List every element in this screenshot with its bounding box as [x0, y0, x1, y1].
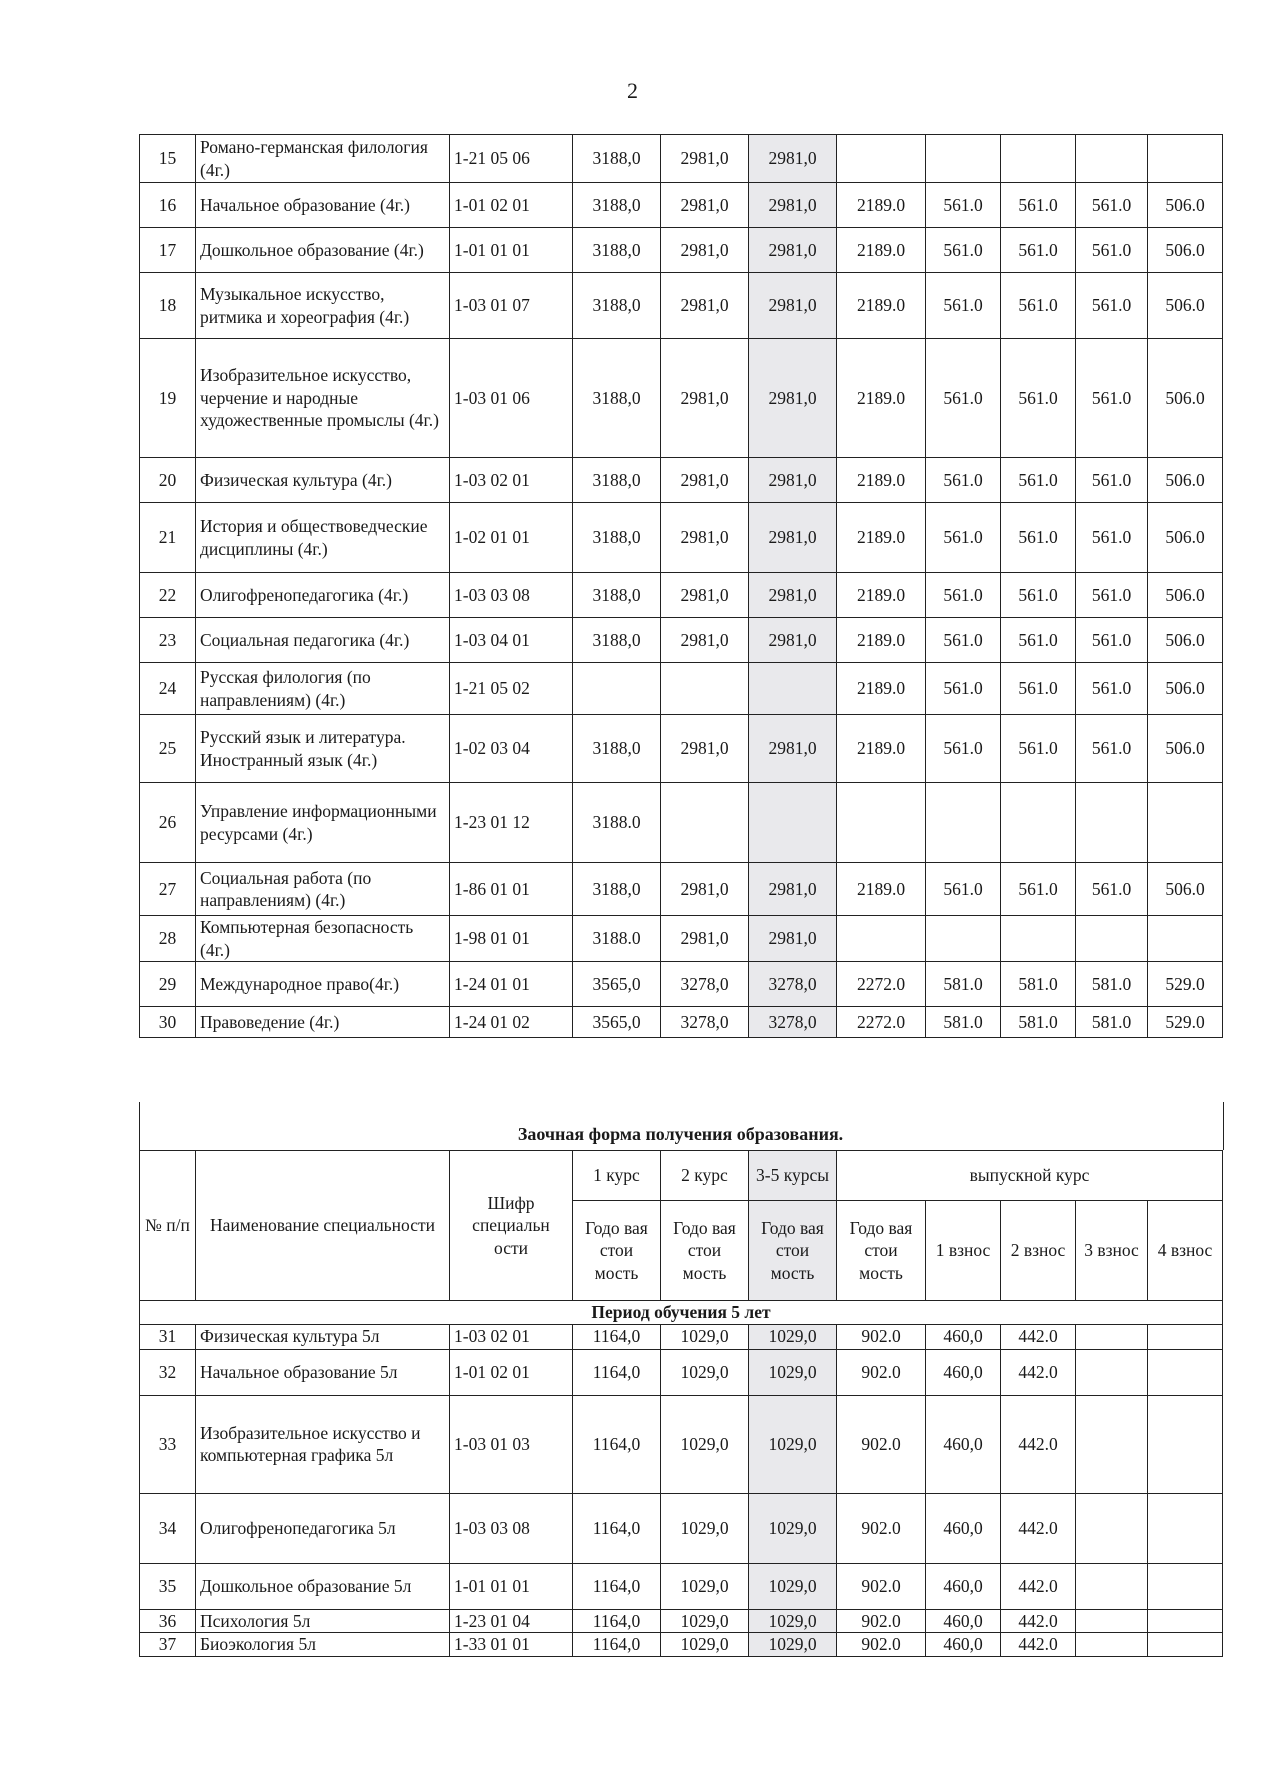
table-row: [140, 962, 1223, 1007]
value-cell: [1148, 1563, 1223, 1609]
row-number: 19: [140, 339, 196, 458]
value-cell: [1076, 916, 1148, 962]
value-cell: 529.0: [1148, 962, 1223, 1007]
value-cell: 561.0: [1001, 715, 1076, 783]
value-cell: 506.0: [1148, 183, 1223, 228]
value-cell: 1029,0: [749, 1324, 837, 1349]
table-row: [140, 1349, 1223, 1395]
value-cell: 2189.0: [837, 663, 926, 715]
value-cell: 2981,0: [749, 228, 837, 273]
value-cell: 561.0: [926, 183, 1001, 228]
value-cell: [926, 135, 1001, 183]
row-number: 22: [140, 573, 196, 618]
value-cell: 561.0: [1001, 663, 1076, 715]
value-cell: 2189.0: [837, 715, 926, 783]
value-cell: 506.0: [1148, 618, 1223, 663]
header-annual-4: Годо вая стои мость: [837, 1201, 926, 1301]
value-cell: 460,0: [926, 1633, 1001, 1657]
value-cell: 581.0: [1001, 962, 1076, 1007]
value-cell: 2189.0: [837, 503, 926, 573]
part-time-tuition-table: [139, 1150, 1223, 1657]
specialty-name: Социальная работа (по направлениям) (4г.): [196, 863, 450, 916]
table-row: [140, 1395, 1223, 1493]
value-cell: [1148, 1324, 1223, 1349]
value-cell: 561.0: [1001, 863, 1076, 916]
table-row: [140, 339, 1223, 458]
value-cell: 902.0: [837, 1324, 926, 1349]
value-cell: 506.0: [1148, 339, 1223, 458]
row-number: 18: [140, 273, 196, 339]
value-cell: 902.0: [837, 1609, 926, 1633]
value-cell: 2981,0: [749, 273, 837, 339]
value-cell: 561.0: [1076, 663, 1148, 715]
value-cell: 561.0: [926, 458, 1001, 503]
value-cell: 1164,0: [573, 1324, 661, 1349]
specialty-name: Музыкальное искусство, ритмика и хореография (4г.): [196, 273, 450, 339]
specialty-name: Социальная педагогика (4г.): [196, 618, 450, 663]
specialty-name: История и обществоведческие дисциплины (4г.): [196, 503, 450, 573]
value-cell: 3565,0: [573, 962, 661, 1007]
table-row: [140, 135, 1223, 183]
value-cell: [1076, 1563, 1148, 1609]
value-cell: 2981,0: [661, 339, 749, 458]
value-cell: 2981,0: [661, 618, 749, 663]
period-title: Период обучения 5 лет: [140, 1301, 1223, 1325]
value-cell: [573, 663, 661, 715]
header-installment-1: 1 взнос: [926, 1201, 1001, 1301]
value-cell: 460,0: [926, 1395, 1001, 1493]
row-number: 29: [140, 962, 196, 1007]
value-cell: 1029,0: [661, 1395, 749, 1493]
table-row: [140, 458, 1223, 503]
value-cell: [661, 663, 749, 715]
specialty-code: 1-03 01 06: [450, 339, 573, 458]
value-cell: 3278,0: [749, 962, 837, 1007]
specialty-name: Управление информационными ресурсами (4г.): [196, 783, 450, 863]
specialty-code: 1-01 01 01: [450, 228, 573, 273]
specialty-name: Изобразительное искусство, черчение и народные художественные промыслы (4г.): [196, 339, 450, 458]
header-annual-3: Годо вая стои мость: [749, 1201, 837, 1301]
value-cell: 3188,0: [573, 863, 661, 916]
value-cell: 1029,0: [749, 1633, 837, 1657]
value-cell: 1164,0: [573, 1633, 661, 1657]
value-cell: 2981,0: [749, 618, 837, 663]
value-cell: 2272.0: [837, 962, 926, 1007]
value-cell: 442.0: [1001, 1563, 1076, 1609]
value-cell: 561.0: [926, 273, 1001, 339]
value-cell: [1148, 1349, 1223, 1395]
value-cell: [1148, 1493, 1223, 1563]
row-number: 34: [140, 1493, 196, 1563]
value-cell: 561.0: [926, 663, 1001, 715]
row-number: 32: [140, 1349, 196, 1395]
table-row: [140, 1007, 1223, 1038]
value-cell: [1148, 1395, 1223, 1493]
value-cell: 581.0: [1076, 1007, 1148, 1038]
table-row: [140, 573, 1223, 618]
header-course-1: 1 курс: [573, 1151, 661, 1201]
specialty-name: Международное право(4г.): [196, 962, 450, 1007]
value-cell: 506.0: [1148, 663, 1223, 715]
specialty-name: Русская филология (по направлениям) (4г.): [196, 663, 450, 715]
value-cell: [661, 783, 749, 863]
value-cell: 581.0: [926, 962, 1001, 1007]
specialty-code: 1-03 01 07: [450, 273, 573, 339]
header-annual-2: Годо вая стои мость: [661, 1201, 749, 1301]
specialty-name: Правоведение (4г.): [196, 1007, 450, 1038]
value-cell: 1029,0: [661, 1324, 749, 1349]
value-cell: [1148, 783, 1223, 863]
specialty-code: 1-01 02 01: [450, 183, 573, 228]
value-cell: 2981,0: [661, 135, 749, 183]
value-cell: 2981,0: [749, 715, 837, 783]
value-cell: 3188,0: [573, 228, 661, 273]
specialty-code: 1-03 03 08: [450, 1493, 573, 1563]
value-cell: 3188,0: [573, 339, 661, 458]
value-cell: 460,0: [926, 1493, 1001, 1563]
value-cell: 1164,0: [573, 1349, 661, 1395]
specialty-code: 1-33 01 01: [450, 1633, 573, 1657]
specialty-code: 1-03 02 01: [450, 1324, 573, 1349]
value-cell: [1076, 135, 1148, 183]
value-cell: 529.0: [1148, 1007, 1223, 1038]
specialty-name: Олигофренопедагогика (4г.): [196, 573, 450, 618]
value-cell: 506.0: [1148, 715, 1223, 783]
value-cell: 2981,0: [661, 228, 749, 273]
value-cell: 1029,0: [749, 1395, 837, 1493]
value-cell: 561.0: [926, 228, 1001, 273]
value-cell: 506.0: [1148, 573, 1223, 618]
value-cell: 561.0: [1076, 715, 1148, 783]
value-cell: 2189.0: [837, 183, 926, 228]
value-cell: 442.0: [1001, 1609, 1076, 1633]
value-cell: 2981,0: [661, 503, 749, 573]
value-cell: 442.0: [1001, 1493, 1076, 1563]
value-cell: [837, 916, 926, 962]
value-cell: [926, 916, 1001, 962]
value-cell: 2189.0: [837, 618, 926, 663]
specialty-name: Романо-германская филология (4г.): [196, 135, 450, 183]
table-row: [140, 1563, 1223, 1609]
row-number: 23: [140, 618, 196, 663]
value-cell: 460,0: [926, 1324, 1001, 1349]
value-cell: [837, 783, 926, 863]
value-cell: [1076, 1493, 1148, 1563]
header-name: Наименование специальности: [196, 1151, 450, 1301]
specialty-code: 1-03 01 03: [450, 1395, 573, 1493]
value-cell: [1076, 783, 1148, 863]
value-cell: 561.0: [1076, 273, 1148, 339]
table-row: [140, 618, 1223, 663]
value-cell: [1148, 916, 1223, 962]
value-cell: 1029,0: [661, 1609, 749, 1633]
value-cell: 561.0: [1001, 339, 1076, 458]
value-cell: 3278,0: [661, 962, 749, 1007]
value-cell: 561.0: [926, 715, 1001, 783]
value-cell: 2981,0: [749, 573, 837, 618]
value-cell: 561.0: [1076, 458, 1148, 503]
specialty-name: Русский язык и литература. Иностранный язык (4г.): [196, 715, 450, 783]
value-cell: 442.0: [1001, 1324, 1076, 1349]
value-cell: 561.0: [926, 863, 1001, 916]
table-row: [140, 183, 1223, 228]
specialty-name: Дошкольное образование 5л: [196, 1563, 450, 1609]
value-cell: 3188,0: [573, 135, 661, 183]
header-installment-2: 2 взнос: [1001, 1201, 1076, 1301]
value-cell: 3188.0: [573, 783, 661, 863]
value-cell: 3188,0: [573, 618, 661, 663]
value-cell: 561.0: [1076, 503, 1148, 573]
value-cell: [1148, 1609, 1223, 1633]
value-cell: [1001, 783, 1076, 863]
specialty-code: 1-01 01 01: [450, 1563, 573, 1609]
value-cell: 1029,0: [749, 1609, 837, 1633]
value-cell: 902.0: [837, 1563, 926, 1609]
table-row: [140, 916, 1223, 962]
value-cell: [1148, 135, 1223, 183]
row-number: 24: [140, 663, 196, 715]
value-cell: 1164,0: [573, 1493, 661, 1563]
header-installment-4: 4 взнос: [1148, 1201, 1223, 1301]
table-row: [140, 1633, 1223, 1657]
value-cell: 2981,0: [661, 273, 749, 339]
specialty-code: 1-02 03 04: [450, 715, 573, 783]
header-course-3-5: 3-5 курсы: [749, 1151, 837, 1201]
value-cell: 506.0: [1148, 273, 1223, 339]
value-cell: [749, 663, 837, 715]
row-number: 28: [140, 916, 196, 962]
header-course-2: 2 курс: [661, 1151, 749, 1201]
value-cell: 2189.0: [837, 458, 926, 503]
value-cell: 3188,0: [573, 458, 661, 503]
specialty-code: 1-86 01 01: [450, 863, 573, 916]
value-cell: 561.0: [1076, 183, 1148, 228]
value-cell: 2981,0: [749, 183, 837, 228]
header-annual-1: Годо вая стои мость: [573, 1201, 661, 1301]
value-cell: 3188,0: [573, 183, 661, 228]
table-row: [140, 1493, 1223, 1563]
page-number: 2: [627, 78, 638, 103]
value-cell: 561.0: [1001, 183, 1076, 228]
value-cell: 561.0: [926, 618, 1001, 663]
specialty-code: 1-03 04 01: [450, 618, 573, 663]
value-cell: 561.0: [1076, 573, 1148, 618]
value-cell: 1164,0: [573, 1609, 661, 1633]
header-row: [140, 1151, 1223, 1201]
value-cell: 2981,0: [749, 135, 837, 183]
value-cell: 2981,0: [749, 916, 837, 962]
value-cell: [1001, 135, 1076, 183]
value-cell: 460,0: [926, 1609, 1001, 1633]
specialty-name: Физическая культура 5л: [196, 1324, 450, 1349]
full-time-tuition-table: [139, 134, 1223, 1038]
value-cell: 2981,0: [661, 916, 749, 962]
specialty-code: 1-21 05 02: [450, 663, 573, 715]
value-cell: 2189.0: [837, 573, 926, 618]
specialty-code: 1-03 02 01: [450, 458, 573, 503]
row-number: 31: [140, 1324, 196, 1349]
row-number: 33: [140, 1395, 196, 1493]
value-cell: 2981,0: [749, 863, 837, 916]
specialty-code: 1-03 03 08: [450, 573, 573, 618]
value-cell: 3188,0: [573, 715, 661, 783]
row-number: 20: [140, 458, 196, 503]
value-cell: [1148, 1633, 1223, 1657]
specialty-code: 1-23 01 04: [450, 1609, 573, 1633]
value-cell: 581.0: [1001, 1007, 1076, 1038]
specialty-code: 1-21 05 06: [450, 135, 573, 183]
value-cell: 2189.0: [837, 273, 926, 339]
row-number: 25: [140, 715, 196, 783]
value-cell: 2981,0: [749, 339, 837, 458]
value-cell: 902.0: [837, 1633, 926, 1657]
value-cell: 506.0: [1148, 503, 1223, 573]
value-cell: 3188,0: [573, 273, 661, 339]
value-cell: 506.0: [1148, 458, 1223, 503]
row-number: 17: [140, 228, 196, 273]
header-code: Шифр специальн ости: [450, 1151, 573, 1301]
value-cell: 561.0: [1076, 618, 1148, 663]
value-cell: 581.0: [1076, 962, 1148, 1007]
header-installment-3: 3 взнос: [1076, 1201, 1148, 1301]
value-cell: [1076, 1633, 1148, 1657]
row-number: 36: [140, 1609, 196, 1633]
header-final-course: выпускной курс: [837, 1151, 1223, 1201]
value-cell: 2189.0: [837, 863, 926, 916]
specialty-name: Психология 5л: [196, 1609, 450, 1633]
value-cell: 2981,0: [661, 183, 749, 228]
value-cell: 561.0: [1001, 273, 1076, 339]
value-cell: 561.0: [1001, 458, 1076, 503]
value-cell: 1029,0: [661, 1349, 749, 1395]
row-number: 27: [140, 863, 196, 916]
row-number: 21: [140, 503, 196, 573]
value-cell: 1029,0: [661, 1633, 749, 1657]
row-number: 15: [140, 135, 196, 183]
value-cell: 460,0: [926, 1349, 1001, 1395]
row-number: 16: [140, 183, 196, 228]
value-cell: 1164,0: [573, 1395, 661, 1493]
table-row: [140, 715, 1223, 783]
value-cell: [749, 783, 837, 863]
header-num: № п/п: [140, 1151, 196, 1301]
value-cell: 581.0: [926, 1007, 1001, 1038]
table-row: [140, 1324, 1223, 1349]
value-cell: 902.0: [837, 1395, 926, 1493]
value-cell: 1029,0: [661, 1563, 749, 1609]
value-cell: 2981,0: [661, 458, 749, 503]
value-cell: 561.0: [1076, 228, 1148, 273]
value-cell: [1076, 1609, 1148, 1633]
value-cell: [837, 135, 926, 183]
value-cell: 561.0: [926, 339, 1001, 458]
value-cell: 902.0: [837, 1349, 926, 1395]
specialty-code: 1-24 01 02: [450, 1007, 573, 1038]
value-cell: 1029,0: [749, 1493, 837, 1563]
value-cell: [1076, 1395, 1148, 1493]
value-cell: 1029,0: [749, 1563, 837, 1609]
value-cell: 1164,0: [573, 1563, 661, 1609]
value-cell: 442.0: [1001, 1395, 1076, 1493]
value-cell: 2981,0: [661, 715, 749, 783]
table-row: [140, 228, 1223, 273]
value-cell: 561.0: [926, 573, 1001, 618]
specialty-code: 1-23 01 12: [450, 783, 573, 863]
value-cell: 3565,0: [573, 1007, 661, 1038]
specialty-code: 1-24 01 01: [450, 962, 573, 1007]
table-row: [140, 1609, 1223, 1633]
value-cell: 3278,0: [661, 1007, 749, 1038]
value-cell: 902.0: [837, 1493, 926, 1563]
value-cell: [1076, 1324, 1148, 1349]
value-cell: 2189.0: [837, 228, 926, 273]
specialty-name: Начальное образование 5л: [196, 1349, 450, 1395]
value-cell: 561.0: [1076, 339, 1148, 458]
specialty-code: 1-98 01 01: [450, 916, 573, 962]
value-cell: 3188,0: [573, 573, 661, 618]
specialty-name: Олигофренопедагогика 5л: [196, 1493, 450, 1563]
value-cell: 460,0: [926, 1563, 1001, 1609]
value-cell: 442.0: [1001, 1633, 1076, 1657]
table-row: [140, 503, 1223, 573]
value-cell: 561.0: [926, 503, 1001, 573]
value-cell: 506.0: [1148, 228, 1223, 273]
value-cell: [1076, 1349, 1148, 1395]
value-cell: 2981,0: [749, 458, 837, 503]
value-cell: 561.0: [1001, 503, 1076, 573]
table-row: [140, 863, 1223, 916]
value-cell: 2981,0: [661, 863, 749, 916]
specialty-name: Изобразительное искусство и компьютерная графика 5л: [196, 1395, 450, 1493]
period-row: [140, 1301, 1223, 1325]
value-cell: 2189.0: [837, 339, 926, 458]
value-cell: 3278,0: [749, 1007, 837, 1038]
value-cell: 561.0: [1001, 573, 1076, 618]
specialty-name: Компьютерная безопасность (4г.): [196, 916, 450, 962]
specialty-name: Начальное образование (4г.): [196, 183, 450, 228]
value-cell: [926, 783, 1001, 863]
section-title: Заочная форма получения образования.: [517, 1124, 844, 1144]
value-cell: 1029,0: [749, 1349, 837, 1395]
table-row: [140, 663, 1223, 715]
table-row: [140, 783, 1223, 863]
value-cell: 561.0: [1001, 618, 1076, 663]
value-cell: 442.0: [1001, 1349, 1076, 1395]
row-number: 35: [140, 1563, 196, 1609]
specialty-name: Дошкольное образование (4г.): [196, 228, 450, 273]
specialty-name: Физическая культура (4г.): [196, 458, 450, 503]
specialty-code: 1-01 02 01: [450, 1349, 573, 1395]
row-number: 26: [140, 783, 196, 863]
specialty-code: 1-02 01 01: [450, 503, 573, 573]
value-cell: [1001, 916, 1076, 962]
value-cell: 561.0: [1076, 863, 1148, 916]
value-cell: 3188,0: [573, 503, 661, 573]
value-cell: 1029,0: [661, 1493, 749, 1563]
row-number: 37: [140, 1633, 196, 1657]
value-cell: 2272.0: [837, 1007, 926, 1038]
value-cell: 561.0: [1001, 228, 1076, 273]
value-cell: 2981,0: [661, 573, 749, 618]
specialty-name: Биоэкология 5л: [196, 1633, 450, 1657]
table-row: [140, 273, 1223, 339]
value-cell: 2981,0: [749, 503, 837, 573]
value-cell: 3188.0: [573, 916, 661, 962]
value-cell: 506.0: [1148, 863, 1223, 916]
row-number: 30: [140, 1007, 196, 1038]
